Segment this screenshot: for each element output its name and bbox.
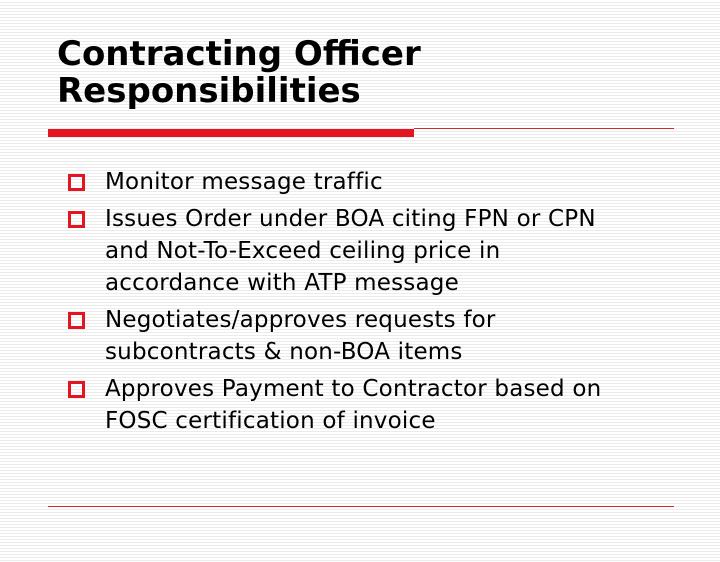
bullet-item bbox=[68, 203, 678, 299]
bullet-text-line: accordance with ATP message bbox=[105, 270, 459, 296]
bullet-text-line: subcontracts & non-BOA items bbox=[105, 339, 463, 365]
hollow-square-icon bbox=[68, 312, 85, 329]
bullet-text-line: FOSC certification of invoice bbox=[105, 408, 436, 434]
bullet-item bbox=[68, 166, 678, 198]
title-underline-thick bbox=[48, 129, 414, 137]
title-line: Contracting Officer bbox=[57, 34, 421, 74]
title-underline-thin bbox=[414, 128, 674, 129]
bullet-text-line: Approves Payment to Contractor based on bbox=[105, 376, 602, 402]
bullet-item bbox=[68, 373, 678, 437]
bullet-list bbox=[68, 166, 678, 442]
hollow-square-icon bbox=[68, 381, 85, 398]
hollow-square-icon bbox=[68, 174, 85, 191]
bullet-item bbox=[68, 304, 678, 368]
title-line: Responsibilities bbox=[57, 71, 361, 111]
slide-title bbox=[57, 36, 697, 110]
footer-rule bbox=[48, 506, 674, 507]
bullet-text-line: and Not-To-Exceed ceiling price in bbox=[105, 238, 501, 264]
bullet-text-line: Negotiates/approves requests for bbox=[105, 307, 496, 333]
bullet-text-line: Issues Order under BOA citing FPN or CPN bbox=[105, 206, 596, 232]
bullet-text-line: Monitor message traffic bbox=[105, 169, 383, 195]
hollow-square-icon bbox=[68, 211, 85, 228]
